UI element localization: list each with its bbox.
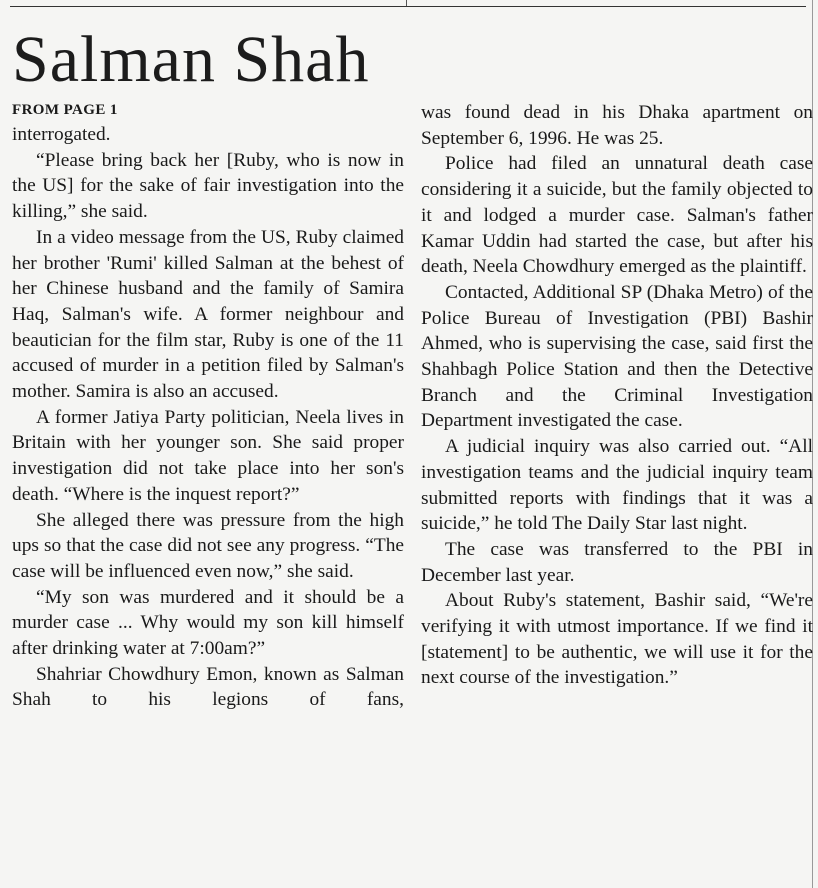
article-paragraph: “Please bring back her [Ruby, who is now in the US] for the sake of fair investigation into the killing,” she said. — [12, 149, 404, 223]
top-rule — [10, 6, 806, 7]
article-paragraph: “My son was murdered and it should be a murder case ... Why would my son kill himself after drinking water at 7:00am?” — [12, 586, 404, 660]
article-headline: Salman Shah — [12, 23, 370, 96]
article-paragraph: Shahriar Chowdhury Emon, known as Salman Shah to his legions of fans, — [12, 663, 404, 711]
jump-line: FROM PAGE 1 — [12, 102, 118, 118]
article-paragraph: Police had filed an unnatural death case considering it a suicide, but the family objected to it and lodged a murder case. Salman's father Kamar Uddin had started the case, but after his death, Neela Chowdhury emerged as the plaintiff. — [421, 153, 813, 278]
article-paragraph: A former Jatiya Party politician, Neela lives in Britain with her younger son. She said proper investigation did not take place into her son's death. “Where is the inquest report?” — [12, 406, 404, 505]
article-paragraph: interrogated. — [12, 124, 111, 145]
article-paragraph: A judicial inquiry was also carried out. “All investigation teams and the judicial inquiry team submitted reports with findings that it was a suicide,” he told The Daily Star last night. — [421, 436, 813, 535]
article-paragraph: About Ruby's statement, Bashir said, “We're verifying it with utmost importance. If we find it [statement] to be authentic, we will use it for the next course of the investigation.” — [421, 590, 813, 689]
article-paragraph: In a video message from the US, Ruby claimed her brother 'Rumi' killed Salman at the behest of her Chinese husband and the family of Samira Haq, Salman's wife. A former neighbour and beautician for the film star, Ruby is one of the 11 accused of murder in a petition filed by Salman's mother. Samira is also an accused. — [12, 226, 404, 403]
article-column-left — [12, 100, 404, 713]
top-column-tick — [406, 0, 407, 6]
article-paragraph: She alleged there was pressure from the high ups so that the case did not see any progress. “The case will be influenced even now,” she said. — [12, 509, 404, 582]
article-column-right — [421, 100, 813, 691]
article-paragraph: The case was transferred to the PBI in December last year. — [421, 538, 813, 586]
article-paragraph: was found dead in his Dhaka apartment on September 6, 1996. He was 25. — [421, 102, 813, 149]
article-paragraph: Contacted, Additional SP (Dhaka Metro) of the Police Bureau of Investigation (PBI) Bashir Ahmed, who is supervising the case, said first the Shahbagh Police Station and then the Detective Branch and the Criminal Investigation Department investigated the case. — [421, 281, 813, 432]
